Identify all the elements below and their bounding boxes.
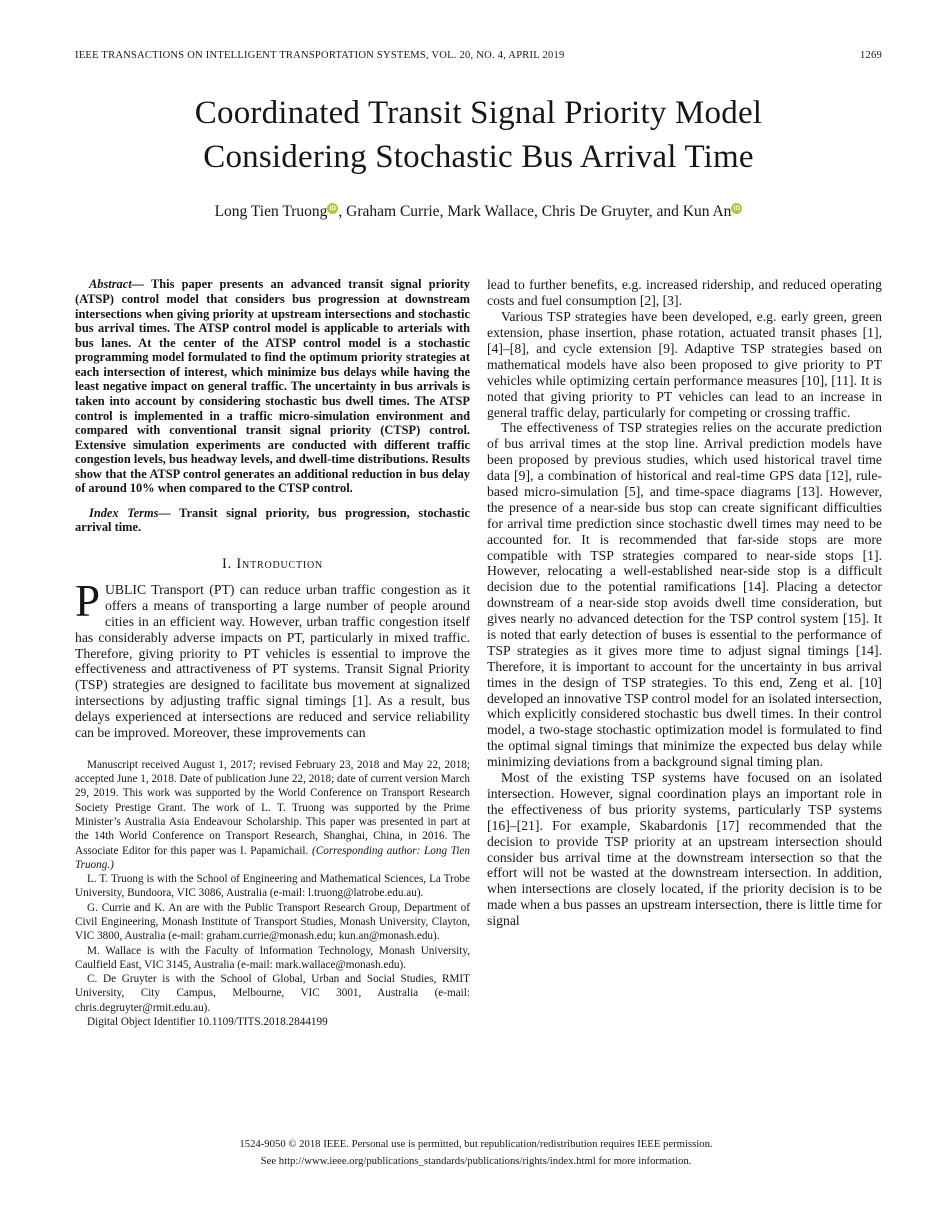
dropcap-letter: P [75,576,101,626]
footnote-doi: Digital Object Identifier 10.1109/TITS.2018.2844199 [87,1015,328,1028]
paper-title-line1: Coordinated Transit Signal Priority Model [194,95,763,131]
orcid-icon: iD [731,203,742,214]
footnote-affiliation-degruyter: C. De Gruyter is with the School of Global, Urban and Social Studies, RMIT University, City Campus, Melbourne, VIC 3001, Australia (e-mail: chris.degruyter@rmit.edu.au). [75,973,470,1014]
left-column [75,277,470,1029]
abstract-label: Abstract— [89,277,145,292]
body-paragraph: lead to further benefits, e.g. increased ridership, and reduced operating costs and fuel consumption [2], [3]. [487,277,882,309]
paper-title-line2: Considering Stochastic Bus Arrival Time [203,139,754,176]
right-column [487,277,882,1029]
footnote-affiliation-truong: L. T. Truong is with the School of Engineering and Mathematical Sciences, La Trobe University, Bundoora, VIC 3086, Australia (e-mail: l.truong@latrobe.edu.au). [75,873,470,900]
corresponding-author-note: (Corresponding author: Long Tien Truong.) [75,844,470,871]
section-heading-introduction: I. Introduction [221,556,324,572]
abstract-text: This paper presents an advanced transit signal priority (ATSP) control model that considers bus progression at downstream intersections when giving priority at upstream intersections and stochastic bus arrival times. The ATSP control model is applicable to arterials with bus lanes. At the center of the ATSP control model is a stochastic programming model formulated to find the optimum priority strategies at each intersection of interest, which minimize bus delays while having the least negative impact on general traffic. The uncertainty in bus arrivals is taken into account by considering stochastic bus dwell times. The ATSP control is implemented in a traffic micro-simulation environment and compared with conventional transit signal priority (CTSP) control. Extensive simulation experiments are conducted with different traffic congestion levels, bus headway levels, and dwell-time distributions. Results show that the ATSP control generates an additional reduction in bus delay of around 10% when compared to the CTSP control. [75,277,470,496]
journal-header-text: IEEE TRANSACTIONS ON INTELLIGENT TRANSPORTATION SYSTEMS, VOL. 20, NO. 4, APRIL 2019 [75,50,565,61]
rights-url-line: See http://www.ieee.org/publications_standards/publications/rights/index.html for more information. [260,1154,692,1167]
intro-text: UBLIC Transport (PT) can reduce urban traffic congestion as it offers a means of transporting a large number of people around cities in an efficient way. However, urban traffic congestion itself has considerably adverse impacts on PT, particularly in mixed traffic. Therefore, giving priority to PT vehicles is essential to improve the effectiveness and attractiveness of PT systems. Transit Signal Priority (TSP) strategies are designed to facilitate bus movement at signalized intersections by adjusting traffic signal timings [1]. As a result, bus delays experienced at intersections are reduced and service reliability can be improved. Moreover, these improvements can [75,582,470,741]
index-terms-text: Transit signal priority, bus progression, stochastic arrival time. [75,505,470,535]
intro-paragraph [75,576,470,741]
body-paragraph: The effectiveness of TSP strategies relies on the accurate prediction of bus arrival times at the stop line. Arrival prediction models have been proposed by previous studies, which used historical travel time data [9], a combination of historical and real-time GPS data [12], rule-based micro-simulation [5], and time-space diagrams [13]. However, the presence of a near-side bus stop can create significant difficulties for arrival time prediction since stochastic dwell times may need to be accounted for. It is recommended that far-side stops are more compatible with TSP strategies compared to near-side stops [1]. However, relocating a well-established near-side stop is a difficult decision due to the potential ramifications [14]. Placing a detector downstream of a near-side stop avoids dwell time consideration, but gives nearly no advanced detection for the TSP control system [15]. It is noted that early detection of buses is essential to the performance of TSP strategies as it gives more time to adjust signal timings [14]. Therefore, it is important to account for the uncertainty in bus arrival times in the design of TSP strategies. To this end, Zeng et al. [10] developed an innovative TSP control model for an isolated intersection, which explicitly considered stochastic bus dwell times. In their control model, a two-stage stochastic optimization model is formulated to find the optimal signal timings that minimize the expected bus delay while minimizing deviations from a background signal timing plan. [487,420,882,770]
authors-line [75,203,882,221]
copyright-footer [0,1136,952,1169]
orcid-icon: iD [327,203,338,214]
author-names-rest: , Graham Currie, Mark Wallace, Chris De Gruyter, and Kun An [338,203,732,221]
body-paragraph: Various TSP strategies have been developed, e.g. early green, green extension, phase insertion, phase rotation, actuated transit phases [1], [4]–[8], and cycle extension [9]. Adaptive TSP strategies based on mathematical models have also been proposed to give priority to PT vehicles while optimizing certain performance measures [10], [11]. It is noted that giving priority to PT vehicles can lead to an increase in general traffic delay, particularly for competing or crossing traffic. [487,309,882,420]
paper-title [75,91,882,179]
two-column-body [75,277,882,1029]
index-terms-label: Index Terms— [89,505,171,520]
copyright-line: 1524-9050 © 2018 IEEE. Personal use is permitted, but republication/redistribution requires IEEE permission. [239,1138,713,1150]
footnote-affiliation-wallace: M. Wallace is with the Faculty of Information Technology, Monash University, Caulfield East, VIC 3145, Australia (e-mail: mark.wallace@monash.edu). [75,944,470,971]
running-header [75,50,882,61]
abstract-paragraph [75,277,470,495]
body-paragraph: Most of the existing TSP systems have focused on an isolated intersection. However, signal coordination plays an important role in the effectiveness of bus priority systems, particularly TSP systems [16]–[21]. For example, Skabardonis [17] recommended that the decision to provide TSP priority at an upstream intersection should consider bus arrival time at the downstream intersection so that the effort will not be wasted at the downstream intersection. In addition, when intersections are closely located, if the priority decision is to be made when a bus passes an upstream intersection, there is little time for signal [487,770,882,929]
footnote-block [75,758,470,1029]
index-terms-paragraph [75,506,470,535]
footnote-affiliation-currie-an: G. Currie and K. An are with the Public Transport Research Group, Department of Civil Engineering, Monash Institute of Transport Studies, Monash University, Clayton, VIC 3800, Australia (e-mail: graham.currie@monash.edu; kun.an@monash.edu). [75,901,470,943]
author-name-truong: Long Tien Truong [214,203,328,221]
footnote-manuscript [75,758,470,872]
footnote-manuscript-text: Manuscript received August 1, 2017; revised February 23, 2018 and May 22, 2018; accepted June 1, 2018. Date of publication June 22, 2018; date of current version March 29, 2019. This work was supported by the World Conference on Transport Research Society Prestige Grant. The work of L. T. Truong was supported by the Prime Minister’s Australia Asia Endeavour Scholarship. This paper was presented in part at the 14th World Conference on Transport Research, Shanghai, China, in 2016. The Associate Editor for this paper was I. Papamichail. [75,758,470,857]
page-number: 1269 [860,50,882,61]
